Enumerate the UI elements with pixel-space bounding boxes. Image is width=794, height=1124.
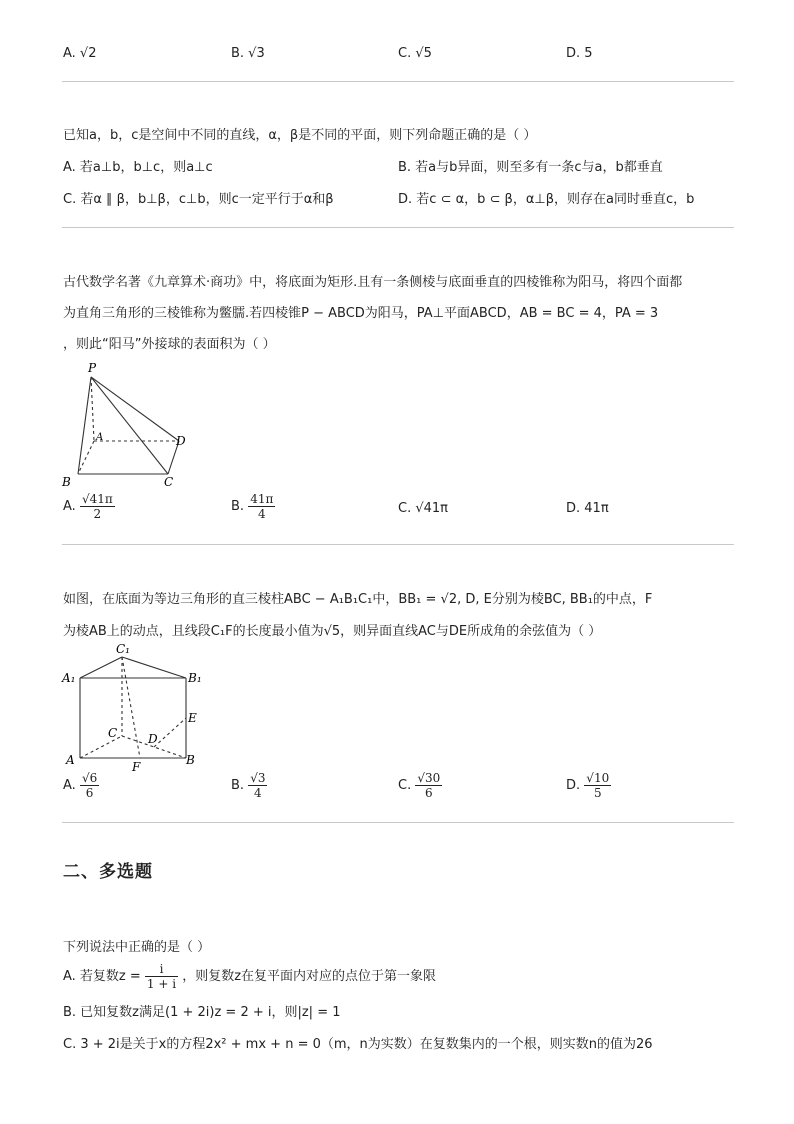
option-b: B. √3	[231, 46, 265, 61]
label-a: A	[96, 432, 104, 443]
label-d: D	[176, 434, 186, 448]
option-a: A. √2	[63, 46, 97, 61]
option-d	[566, 771, 611, 800]
divider	[62, 81, 734, 82]
fraction-numerator: √10	[586, 771, 610, 785]
question-stem-line-3: ，则此“阳马”外接球的表面积为（ ）	[63, 337, 276, 352]
fraction-denominator: 6	[85, 786, 94, 800]
option-b	[231, 771, 267, 800]
option-b-label: B.	[231, 778, 245, 793]
prism-figure	[58, 640, 208, 772]
question-stem-line-2: 为直角三角形的三棱锥称为鳖臑.若四棱锥P − ABCD为阳马，PA⊥平面ABCD，AB = BC = 4，PA = 3	[63, 306, 659, 321]
fraction-numerator: i	[145, 962, 178, 977]
option-d: D. 41π	[566, 501, 609, 516]
label-b1: B₁	[188, 671, 202, 685]
fraction-denominator: 5	[593, 786, 602, 800]
option-a-label: A.	[63, 499, 76, 514]
fraction	[80, 771, 99, 800]
fraction-denominator: 2	[93, 507, 102, 521]
option-b: B. 已知复数z满足(1 + 2i)z = 2 + i，则|z| = 1	[63, 1005, 341, 1020]
option-c: C. 若α ∥ β，b⊥β，c⊥b，则c一定平行于α和β	[63, 192, 334, 207]
option-a	[63, 962, 436, 991]
option-b	[231, 492, 275, 521]
fraction	[145, 962, 178, 991]
option-a-suffix: ，则复数z在复平面内对应的点位于第一象限	[182, 969, 437, 984]
fraction	[415, 771, 442, 800]
fraction-numerator: √30	[417, 771, 441, 785]
fraction-denominator: 6	[425, 786, 433, 800]
option-a: A. 若a⊥b，b⊥c，则a⊥c	[63, 160, 213, 175]
fraction-numerator: √3	[250, 771, 266, 785]
label-a: A	[66, 753, 75, 767]
fraction-numerator: √6	[81, 771, 98, 785]
option-d: D. 5	[566, 46, 593, 61]
option-c: C. √5	[398, 46, 432, 61]
option-c: C. √41π	[398, 501, 448, 516]
section-title: 二、多选题	[63, 862, 153, 882]
fraction	[248, 771, 267, 800]
label-c: C	[164, 475, 174, 489]
option-d: D. 若c ⊂ α，b ⊂ β，α⊥β，则存在a同时垂直c，b	[398, 192, 695, 207]
fraction	[248, 492, 275, 521]
option-c	[398, 771, 442, 800]
label-f: F	[132, 760, 141, 772]
question-stem-line-2: 为棱AB上的动点，且线段C₁F的长度最小值为√5，则异面直线AC与DE所成角的余弦值为（ ）	[63, 624, 602, 639]
fraction-numerator: √41π	[81, 492, 113, 506]
label-b: B	[62, 475, 71, 489]
divider	[62, 227, 734, 228]
option-a-prefix: A. 若复数z =	[63, 969, 141, 984]
divider	[62, 544, 734, 545]
pyramid-figure	[58, 358, 198, 492]
option-b: B. 若a与b异面，则至多有一条c与a，b都垂直	[398, 160, 663, 175]
option-d-label: D.	[566, 778, 581, 793]
option-a	[63, 771, 99, 800]
option-a	[63, 492, 115, 521]
fraction	[80, 492, 115, 521]
label-a1: A₁	[62, 671, 76, 685]
label-p: P	[88, 361, 97, 375]
label-e: E	[188, 711, 197, 725]
fraction-denominator: 1 + i	[146, 977, 177, 991]
fraction-denominator: 4	[257, 507, 266, 521]
question-stem-line-1: 古代数学名著《九章算术·商功》中，将底面为矩形.且有一条侧棱与底面垂直的四棱锥称为阳马，将四个面都	[63, 275, 683, 290]
option-b-label: B.	[231, 499, 245, 514]
question-stem-line-1: 如图，在底面为等边三角形的直三棱柱ABC − A₁B₁C₁中，BB₁ = √2, D, E分别为棱BC, BB₁的中点，F	[63, 592, 653, 607]
fraction-denominator: 4	[254, 786, 262, 800]
option-c-label: C.	[398, 778, 412, 793]
divider	[62, 822, 734, 823]
question-stem: 下列说法中正确的是（ ）	[63, 940, 211, 955]
option-c: C. 3 + 2i是关于x的方程2x² + mx + n = 0（m，n为实数）在复数集内的一个根，则实数n的值为26	[63, 1037, 653, 1052]
question-stem: 已知a，b，c是空间中不同的直线，α，β是不同的平面，则下列命题正确的是（ ）	[63, 128, 537, 143]
label-d: D	[148, 732, 158, 746]
option-a-label: A.	[63, 778, 76, 793]
fraction	[584, 771, 611, 800]
fraction-numerator: 41π	[250, 492, 274, 506]
label-c1: C₁	[116, 642, 130, 656]
label-b: B	[186, 753, 195, 767]
label-c: C	[108, 726, 118, 740]
